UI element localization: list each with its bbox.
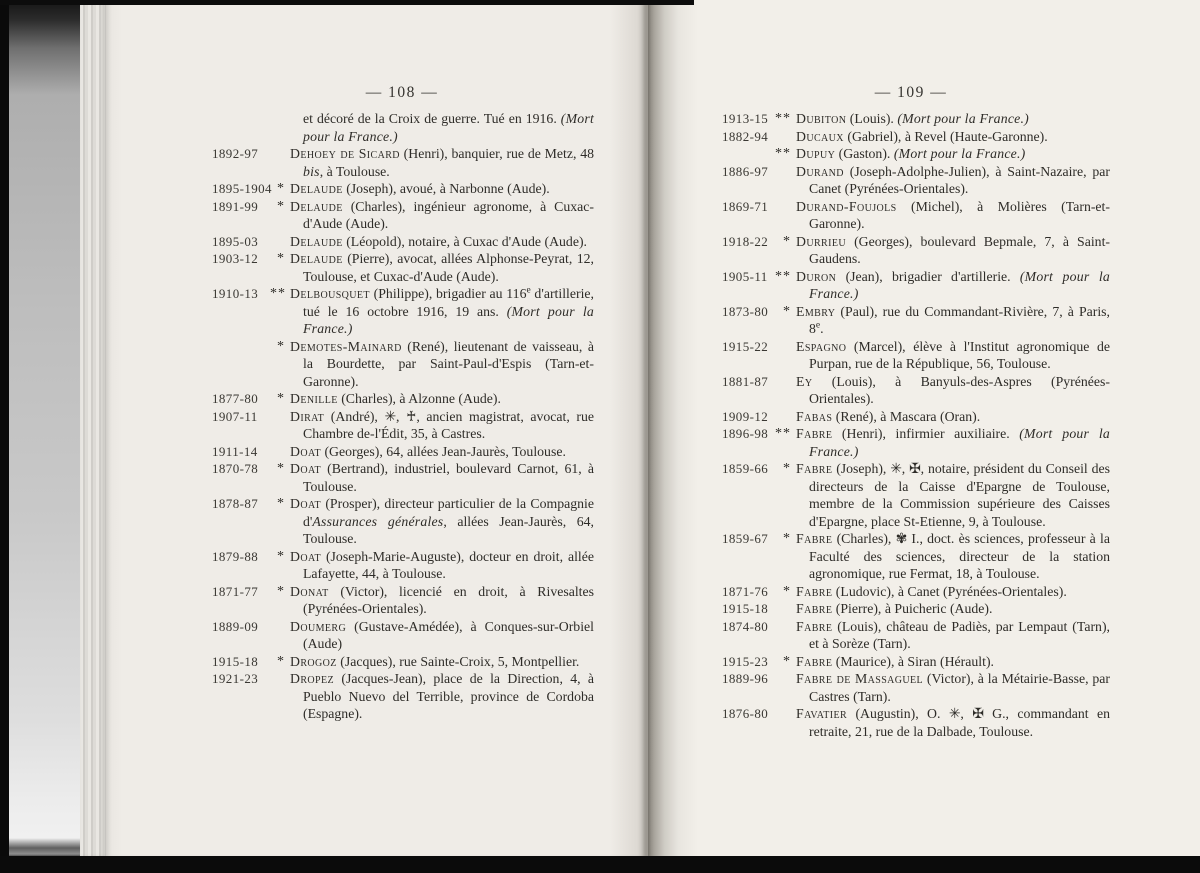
entry-surname: Fabre bbox=[796, 601, 833, 616]
page-number-header: — 108 — bbox=[365, 84, 439, 101]
entry-star-marks: * bbox=[783, 303, 791, 319]
entry-surname: Dubiton bbox=[796, 111, 847, 126]
entry-row bbox=[722, 233, 1110, 268]
entry-text: Embry (Paul), rue du Commandant-Rivière, 7, à Paris, 8e. bbox=[796, 303, 1110, 336]
entry-surname: Durand bbox=[796, 163, 844, 179]
entry-star-marks: ** bbox=[270, 286, 286, 301]
entry-years: 1876-80 bbox=[722, 706, 769, 721]
entry-row bbox=[722, 268, 1110, 303]
entry-text: Denille (Charles), à Alzonne (Aude). bbox=[290, 391, 501, 406]
entry-row bbox=[212, 338, 594, 391]
entry-text: Dubiton (Louis). (Mort pour la France.) bbox=[796, 111, 1029, 126]
entry-surname: Doat bbox=[290, 461, 322, 476]
entry-surname: Delbousquet bbox=[290, 286, 370, 301]
entry-surname: Doumerg bbox=[290, 618, 347, 634]
entry-surname: Fabre bbox=[796, 618, 833, 634]
entry-text: Dirat (André), ✳, ♰, ancien magistrat, avocat, rue Chambre de-l'Édit, 35, à Castres. bbox=[290, 408, 594, 441]
entry-years: 1859-66 bbox=[722, 461, 769, 476]
entry-star-marks: ** bbox=[775, 111, 791, 126]
entry-row bbox=[212, 145, 594, 180]
entry-years: 1915-18 bbox=[722, 601, 769, 616]
entry-years: 1895-1904 bbox=[212, 181, 272, 196]
entry-years: 1879-88 bbox=[212, 548, 259, 564]
entry-surname: Duron bbox=[796, 268, 837, 284]
entry-surname: Doat bbox=[290, 443, 322, 459]
entry-text: Doumerg (Gustave-Amédée), à Conques-sur-Orbiel (Aude) bbox=[290, 618, 594, 651]
entry-row bbox=[212, 670, 594, 723]
entry-surname: Dupuy bbox=[796, 146, 836, 161]
entry-star-marks: * bbox=[277, 583, 285, 599]
entry-text: Duron (Jean), brigadier d'artillerie. (Mort pour la France.) bbox=[796, 268, 1111, 301]
entry-text: Durand-Foujols (Michel), à Molières (Tarn-et-Garonne). bbox=[796, 198, 1110, 231]
entry-row bbox=[722, 653, 1110, 671]
entry-years: 1910-13 bbox=[212, 286, 259, 301]
entry-years: 1882-94 bbox=[722, 128, 769, 144]
entry-years: 1871-77 bbox=[212, 583, 259, 599]
entry-surname: Durrieu bbox=[796, 233, 846, 249]
entry-years: 1891-99 bbox=[212, 198, 259, 214]
entry-text: Dupuy (Gaston). (Mort pour la France.) bbox=[796, 146, 1026, 161]
entry-row bbox=[722, 600, 1110, 618]
entry-years: 1907-11 bbox=[212, 408, 258, 424]
entry-row bbox=[722, 198, 1110, 233]
entry-row bbox=[722, 618, 1110, 653]
entry-star-marks: * bbox=[783, 461, 791, 476]
entry-years: 1871-76 bbox=[722, 583, 769, 599]
entry-text: Fabre (Maurice), à Siran (Hérault). bbox=[796, 653, 994, 669]
entry-text: Delaude (Charles), ingénieur agronome, à Cuxac-d'Aude (Aude). bbox=[290, 198, 594, 231]
entry-years: 1915-18 bbox=[212, 653, 259, 669]
entry-text: Dropez (Jacques-Jean), place de la Direction, 4, à Pueblo Nuevo del Terrible, province de Cordoba (Espagne). bbox=[290, 671, 594, 721]
entry-text: Doat (Georges), 64, allées Jean-Jaurès, Toulouse. bbox=[290, 443, 566, 459]
entry-row bbox=[722, 303, 1110, 338]
entry-text: Espagno (Marcel), élève à l'Institut agronomique de Purpan, rue de la République, 56, Toulouse. bbox=[796, 338, 1110, 371]
entry-surname: Dirat bbox=[290, 408, 325, 424]
entry-years: 1889-09 bbox=[212, 618, 259, 634]
page-number-header: — 109 — bbox=[874, 84, 948, 101]
entry-surname: Doat bbox=[290, 496, 322, 511]
entry-row bbox=[212, 548, 594, 583]
scan-edge-bottom bbox=[0, 856, 1200, 873]
entry-years: 1886-97 bbox=[722, 163, 769, 179]
entry-text: Donat (Victor), licencié en droit, à Rivesaltes (Pyrénées-Orientales). bbox=[290, 583, 594, 616]
entry-years: 1895-03 bbox=[212, 233, 259, 249]
entry-surname: Delaude bbox=[290, 233, 343, 249]
entry-row bbox=[722, 460, 1110, 530]
entry-row bbox=[722, 338, 1110, 373]
entry-row bbox=[212, 653, 594, 671]
entry-row bbox=[212, 443, 594, 461]
entry-surname: Fabre bbox=[796, 461, 833, 476]
entry-years: 1911-14 bbox=[212, 443, 258, 459]
entry-row bbox=[212, 198, 594, 233]
entry-surname: Fabre bbox=[796, 653, 833, 669]
entry-surname: Fabre bbox=[796, 426, 833, 441]
entry-surname: Delaude bbox=[290, 198, 343, 214]
entry-text: Durand (Joseph-Adolphe-Julien), à Saint-Nazaire, par Canet (Pyrénées-Orientales). bbox=[796, 163, 1110, 196]
entry-surname: Demotes-Mainard bbox=[290, 338, 402, 354]
entry-text: Delaude (Joseph), avoué, à Narbonne (Aude). bbox=[290, 181, 550, 196]
entry-star-marks: * bbox=[783, 583, 791, 599]
entry-row bbox=[212, 250, 594, 285]
entry-years: 1889-96 bbox=[722, 671, 769, 686]
entry-years: 1859-67 bbox=[722, 531, 769, 546]
entry-surname: Espagno bbox=[796, 338, 847, 354]
entry-surname: Fabre bbox=[796, 531, 833, 546]
entry-text: Fabre (Charles), ✾ I., doct. ès sciences, professeur à la Faculté des sciences, directeur de la station agronomique, rue Fermat, 18, à Toulouse. bbox=[796, 531, 1110, 581]
entry-text: Delaude (Pierre), avocat, allées Alphonse-Peyrat, 12, Toulouse, et Cuxac-d'Aude (Aude). bbox=[290, 251, 594, 284]
book-gutter bbox=[644, 0, 648, 858]
entry-text: Doat (Joseph-Marie-Auguste), docteur en droit, allée Lafayette, 44, à Toulouse. bbox=[290, 548, 594, 581]
entry-row bbox=[212, 495, 594, 548]
entry-surname: Dropez bbox=[290, 671, 335, 686]
entry-row bbox=[722, 408, 1110, 426]
entry-surname: Ducaux bbox=[796, 128, 844, 144]
entry-row bbox=[212, 408, 594, 443]
entry-years: 1915-23 bbox=[722, 653, 769, 669]
entry-row bbox=[722, 163, 1110, 198]
entry-star-marks: * bbox=[277, 181, 285, 196]
entry-row bbox=[722, 145, 1110, 163]
entry-star-marks: * bbox=[277, 251, 285, 266]
entry-years: 1878-87 bbox=[212, 496, 259, 511]
entry-list bbox=[212, 110, 594, 723]
entry-text: Doat (Bertrand), industriel, boulevard Carnot, 61, à Toulouse. bbox=[290, 461, 594, 494]
entry-years: 1921-23 bbox=[212, 671, 259, 686]
entry-list bbox=[722, 110, 1110, 740]
entry-surname: Ey bbox=[796, 373, 813, 389]
entry-star-marks: ** bbox=[775, 426, 791, 441]
entry-years: 1874-80 bbox=[722, 618, 769, 634]
entry-years: 1873-80 bbox=[722, 303, 769, 319]
entry-text: Doat (Prosper), directeur particulier de la Compagnie d'Assurances générales, allées Jean-Jaurès, 64, Toulouse. bbox=[290, 496, 594, 546]
entry-surname: Delaude bbox=[290, 181, 343, 196]
entry-surname: Favatier bbox=[796, 706, 848, 721]
entry-surname: Denille bbox=[290, 391, 338, 406]
right-page bbox=[648, 0, 1200, 858]
entry-years: 1909-12 bbox=[722, 408, 769, 424]
entry-text: Durrieu (Georges), boulevard Bepmale, 7, à Saint-Gaudens. bbox=[796, 233, 1110, 266]
entry-years: 1881-87 bbox=[722, 373, 769, 389]
entry-surname: Donat bbox=[290, 583, 329, 599]
entry-row bbox=[212, 390, 594, 408]
entry-row bbox=[212, 460, 594, 495]
entry-row bbox=[722, 425, 1110, 460]
entry-row bbox=[722, 705, 1110, 740]
entry-surname: Fabas bbox=[796, 408, 833, 424]
entry-row bbox=[212, 583, 594, 618]
entry-text: Fabre (Ludovic), à Canet (Pyrénées-Orientales). bbox=[796, 583, 1067, 599]
entry-text: Fabre (Henri), infirmier auxiliaire. (Mort pour la France.) bbox=[796, 426, 1110, 459]
entry-text: Fabas (René), à Mascara (Oran). bbox=[796, 408, 981, 424]
entry-row bbox=[722, 530, 1110, 583]
entry-star-marks: * bbox=[277, 391, 285, 406]
entry-surname: Drogoz bbox=[290, 653, 337, 669]
entry-surname: Doat bbox=[290, 548, 322, 564]
entry-star-marks: * bbox=[277, 653, 285, 669]
entry-star-marks: * bbox=[277, 496, 285, 511]
entry-surname: Durand-Foujols bbox=[796, 198, 897, 214]
entry-row bbox=[722, 583, 1110, 601]
entry-star-marks: * bbox=[783, 531, 791, 546]
entry-text: Dehoey de Sicard (Henri), banquier, rue de Metz, 48 bis, à Toulouse. bbox=[290, 146, 594, 179]
entry-star-marks: ** bbox=[775, 146, 791, 161]
entry-row bbox=[722, 110, 1110, 128]
entry-text: Ducaux (Gabriel), à Revel (Haute-Garonne). bbox=[796, 128, 1048, 144]
entry-years: 1915-22 bbox=[722, 338, 769, 354]
entry-years: 1913-15 bbox=[722, 111, 769, 126]
entry-years: 1892-97 bbox=[212, 146, 259, 161]
entry-text: Fabre (Pierre), à Puicheric (Aude). bbox=[796, 601, 993, 616]
entry-text: Fabre (Joseph), ✳, ✠, notaire, président du Conseil des directeurs de la Caisse d'Epargne de Toulouse, membre de la Commission supérieure des Caisses d'Epargne, place St-Etienne, 9, à Toulouse. bbox=[796, 461, 1110, 529]
entry-text: Favatier (Augustin), O. ✳, ✠ G., commandant en retraite, 21, rue de la Dalbade, Toulouse. bbox=[796, 706, 1110, 739]
entry-text: Delaude (Léopold), notaire, à Cuxac d'Aude (Aude). bbox=[290, 233, 587, 249]
entry-years: 1877-80 bbox=[212, 391, 259, 406]
entry-row bbox=[722, 128, 1110, 146]
entry-star-marks: * bbox=[277, 198, 285, 214]
entry-surname: Fabre bbox=[796, 583, 833, 599]
scan-edge-top bbox=[0, 0, 694, 5]
entry-row bbox=[722, 373, 1110, 408]
scanner-bed bbox=[0, 0, 80, 858]
entry-years: 1896-98 bbox=[722, 426, 769, 441]
page-stack-edges bbox=[80, 0, 108, 858]
entry-text: et décoré de la Croix de guerre. Tué en 1916. (Mort pour la France.) bbox=[303, 111, 594, 144]
entry-years: 1869-71 bbox=[722, 198, 769, 214]
entry-years: 1918-22 bbox=[722, 233, 769, 249]
entry-row bbox=[212, 285, 594, 338]
entry-star-marks: * bbox=[783, 233, 791, 249]
entry-years: 1903-12 bbox=[212, 251, 259, 266]
entry-surname: Embry bbox=[796, 303, 836, 319]
entry-star-marks: ** bbox=[775, 268, 791, 284]
entry-star-marks: * bbox=[277, 548, 285, 564]
entry-row bbox=[212, 233, 594, 251]
entry-text: Delbousquet (Philippe), brigadier au 116e d'artillerie, tué le 16 octobre 1916, 19 ans. (Mort pour la France.) bbox=[290, 285, 594, 336]
entry-row bbox=[722, 670, 1110, 705]
entry-years: 1905-11 bbox=[722, 268, 768, 284]
entry-row bbox=[212, 618, 594, 653]
entry-text: Demotes-Mainard (René), lieutenant de vaisseau, à la Bourdette, par Saint-Paul-d'Espis (Tarn-et-Garonne). bbox=[290, 338, 594, 389]
entry-row bbox=[212, 110, 594, 145]
entry-star-marks: * bbox=[277, 338, 285, 354]
entry-star-marks: * bbox=[783, 653, 791, 669]
entry-text: Fabre de Massaguel (Victor), à la Métairie-Basse, par Castres (Tarn). bbox=[796, 671, 1110, 704]
entry-row bbox=[212, 180, 594, 198]
entry-surname: Delaude bbox=[290, 251, 343, 266]
entry-years: 1870-78 bbox=[212, 461, 259, 476]
entry-text: Drogoz (Jacques), rue Sainte-Croix, 5, Montpellier. bbox=[290, 653, 580, 669]
left-page bbox=[106, 0, 648, 858]
entry-surname: Dehoey de Sicard bbox=[290, 146, 400, 161]
entry-surname: Fabre de Massaguel bbox=[796, 671, 924, 686]
entry-text: Fabre (Louis), château de Padiès, par Lempaut (Tarn), et à Sorèze (Tarn). bbox=[796, 618, 1110, 651]
entry-text: Ey (Louis), à Banyuls-des-Aspres (Pyrénées-Orientales). bbox=[796, 373, 1110, 406]
entry-star-marks: * bbox=[277, 461, 285, 476]
